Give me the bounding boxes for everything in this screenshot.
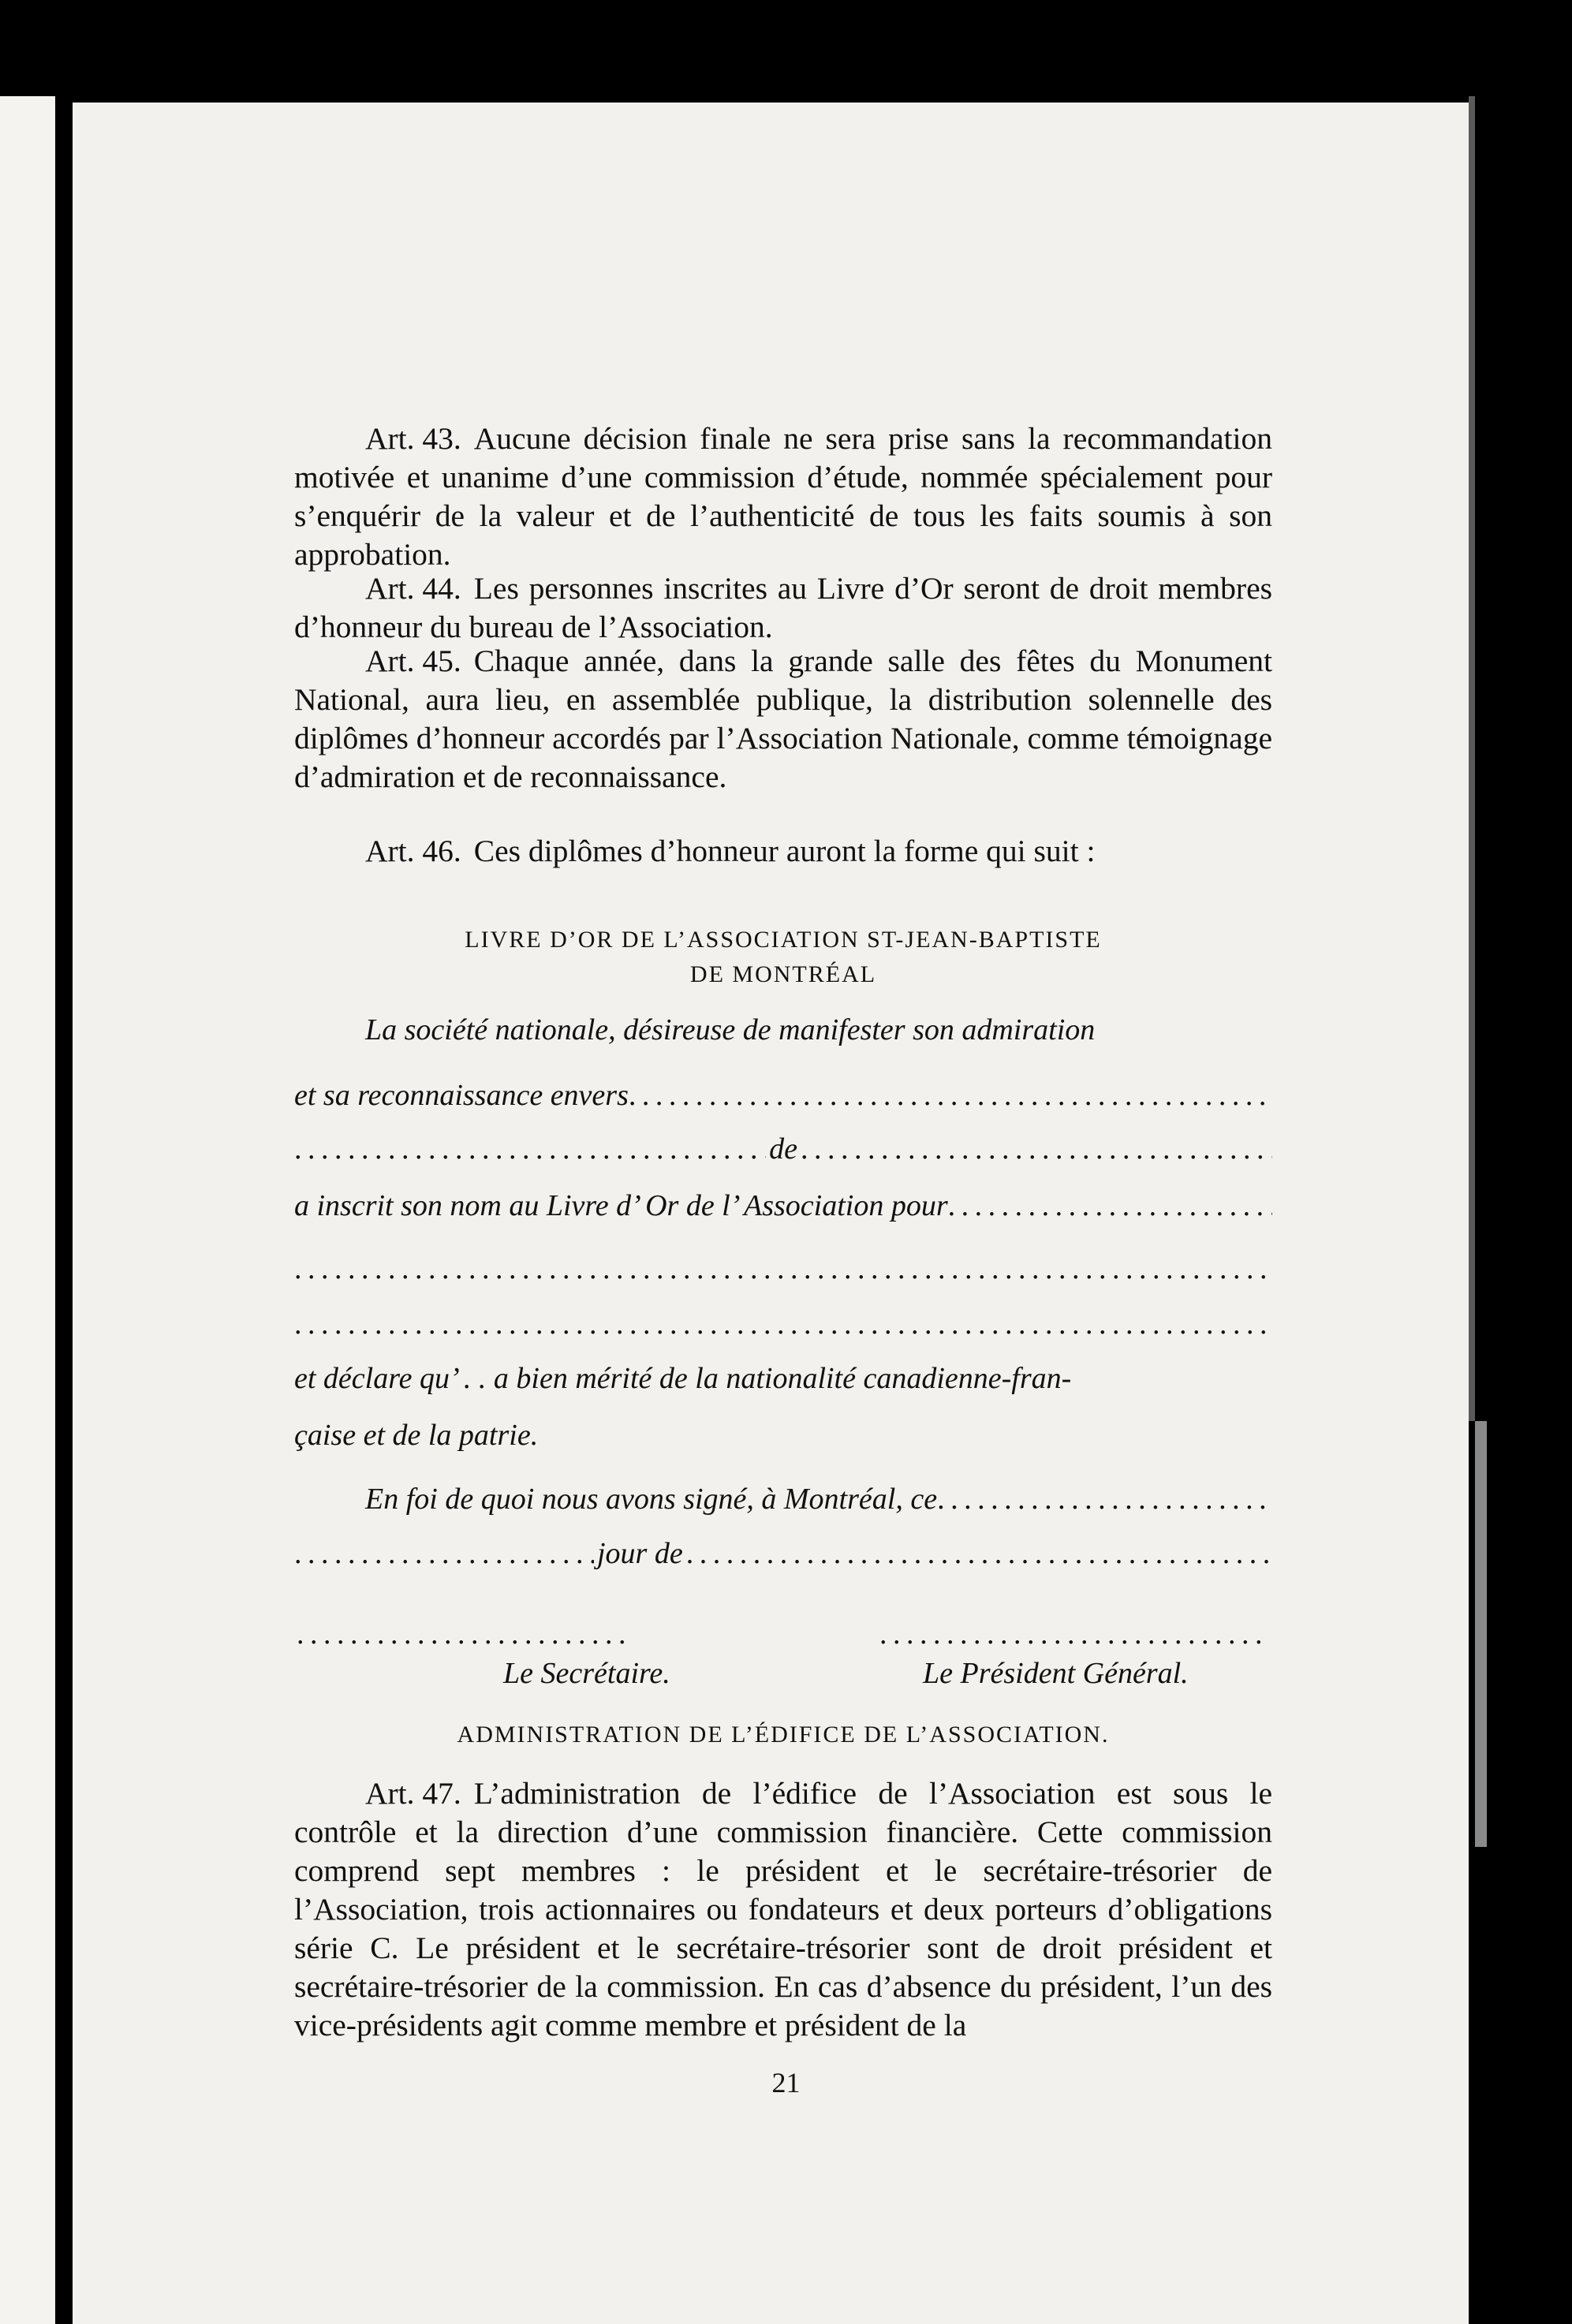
diploma-text: jour de <box>597 1537 683 1570</box>
page-number: 21 <box>771 2067 801 2098</box>
adjacent-page-edge <box>0 96 55 2324</box>
article-45 <box>294 642 1272 796</box>
article-text: Les personnes inscrites au Livre d’Or seront de droit membres d’honneur du bureau de l’Association. <box>294 571 1272 644</box>
diploma-line-9 <box>294 1480 1272 1518</box>
diploma-text: a inscrit son nom au Livre d’ Or de l’ Association pour <box>294 1189 948 1222</box>
secretary-signature-label: Le Secrétaire. <box>503 1657 670 1690</box>
diploma-line-4 <box>294 1187 1272 1225</box>
fill-in-dots <box>801 1130 1272 1168</box>
diploma-line-3 <box>294 1130 1272 1168</box>
diploma-text: La société nationale, désireuse de manifester son admiration <box>365 1013 1096 1046</box>
article-43 <box>294 420 1272 574</box>
diploma-line-1 <box>294 1011 1272 1049</box>
president-signature-line <box>879 1617 1266 1648</box>
fill-in-dots <box>294 1130 766 1168</box>
diploma-text: çaise et de la patrie. <box>294 1419 539 1452</box>
article-number: Art. 46. <box>365 834 461 868</box>
article-46 <box>294 832 1272 871</box>
secretary-signature-line <box>297 1617 628 1648</box>
fill-in-dots <box>686 1535 1272 1572</box>
diploma-text: et sa reconnaissance envers <box>294 1079 629 1112</box>
article-number: Art. 45. <box>365 643 461 678</box>
article-number: Art. 43. <box>365 421 461 456</box>
fill-in-dots <box>948 1187 1272 1225</box>
article-text: Chaque année, dans la grande salle des fêtes du Monument National, aura lieu, en assemblée publique, la distribution solennelle des diplômes d’honneur accordés par l’Association Nationale, comme témoignage d’admiration et de reconnaissance. <box>294 643 1272 794</box>
fill-in-dots <box>294 1535 594 1572</box>
article-text: L’administration de l’édifice de l’Association est sous le contrôle et la direction d’une commission financière. Cette commission comprend sept membres : le président et le secrétaire-trésorier de l’Association, trois actionnaires ou fondateurs et deux porteurs d’obligations série C. Le président et le secrétaire-trésorier sont de droit président et secrétaire-trésorier de la commission. En cas d’absence du président, l’un des vice-présidents agit comme membre et président de la <box>294 1776 1272 2042</box>
article-number: Art. 44. <box>365 571 461 606</box>
fill-in-dots <box>937 1480 1272 1518</box>
fill-in-dots <box>629 1076 1272 1114</box>
diploma-line-8 <box>294 1416 1272 1454</box>
diploma-line-7 <box>294 1360 1272 1397</box>
diploma-heading-line1: LIVRE D’OR DE L’ASSOCIATION ST-JEAN-BAPTISTE <box>465 927 1102 953</box>
gutter-shadow <box>55 96 73 2324</box>
diploma-text: En foi de quoi nous avons signé, à Montréal, ce <box>365 1483 938 1516</box>
diploma-line-2 <box>294 1076 1272 1114</box>
diploma-line-5 <box>294 1250 1272 1288</box>
fill-in-dots <box>294 1250 1272 1288</box>
article-text: Ces diplômes d’honneur auront la forme qui suit : <box>473 834 1096 868</box>
article-44 <box>294 569 1272 647</box>
diploma-heading-line2: DE MONTRÉAL <box>689 961 877 987</box>
fill-in-dots <box>294 1305 1272 1343</box>
diploma-line-6 <box>294 1305 1272 1343</box>
section-heading: ADMINISTRATION DE L’ÉDIFICE DE L’ASSOCIATION. <box>457 1722 1110 1748</box>
diploma-line-10 <box>294 1535 1272 1572</box>
article-text: Aucune décision finale ne sera prise sans la recommandation motivée et unanime d’une commission d’étude, nommée spécialement pour s’enquérir de la valeur et de l’authenticité de tous les faits soumis à son approbation. <box>294 421 1272 572</box>
page-right-edge <box>1469 96 1475 1421</box>
page-edge-tab <box>1475 1421 1487 1847</box>
president-signature-label: Le Président Général. <box>923 1657 1189 1690</box>
diploma-text: de <box>769 1132 797 1166</box>
article-47 <box>294 1774 1272 2045</box>
article-number: Art. 47. <box>365 1776 461 1811</box>
diploma-text: et déclare qu’ . . a bien mérité de la nationalité canadienne-fran- <box>294 1362 1072 1395</box>
